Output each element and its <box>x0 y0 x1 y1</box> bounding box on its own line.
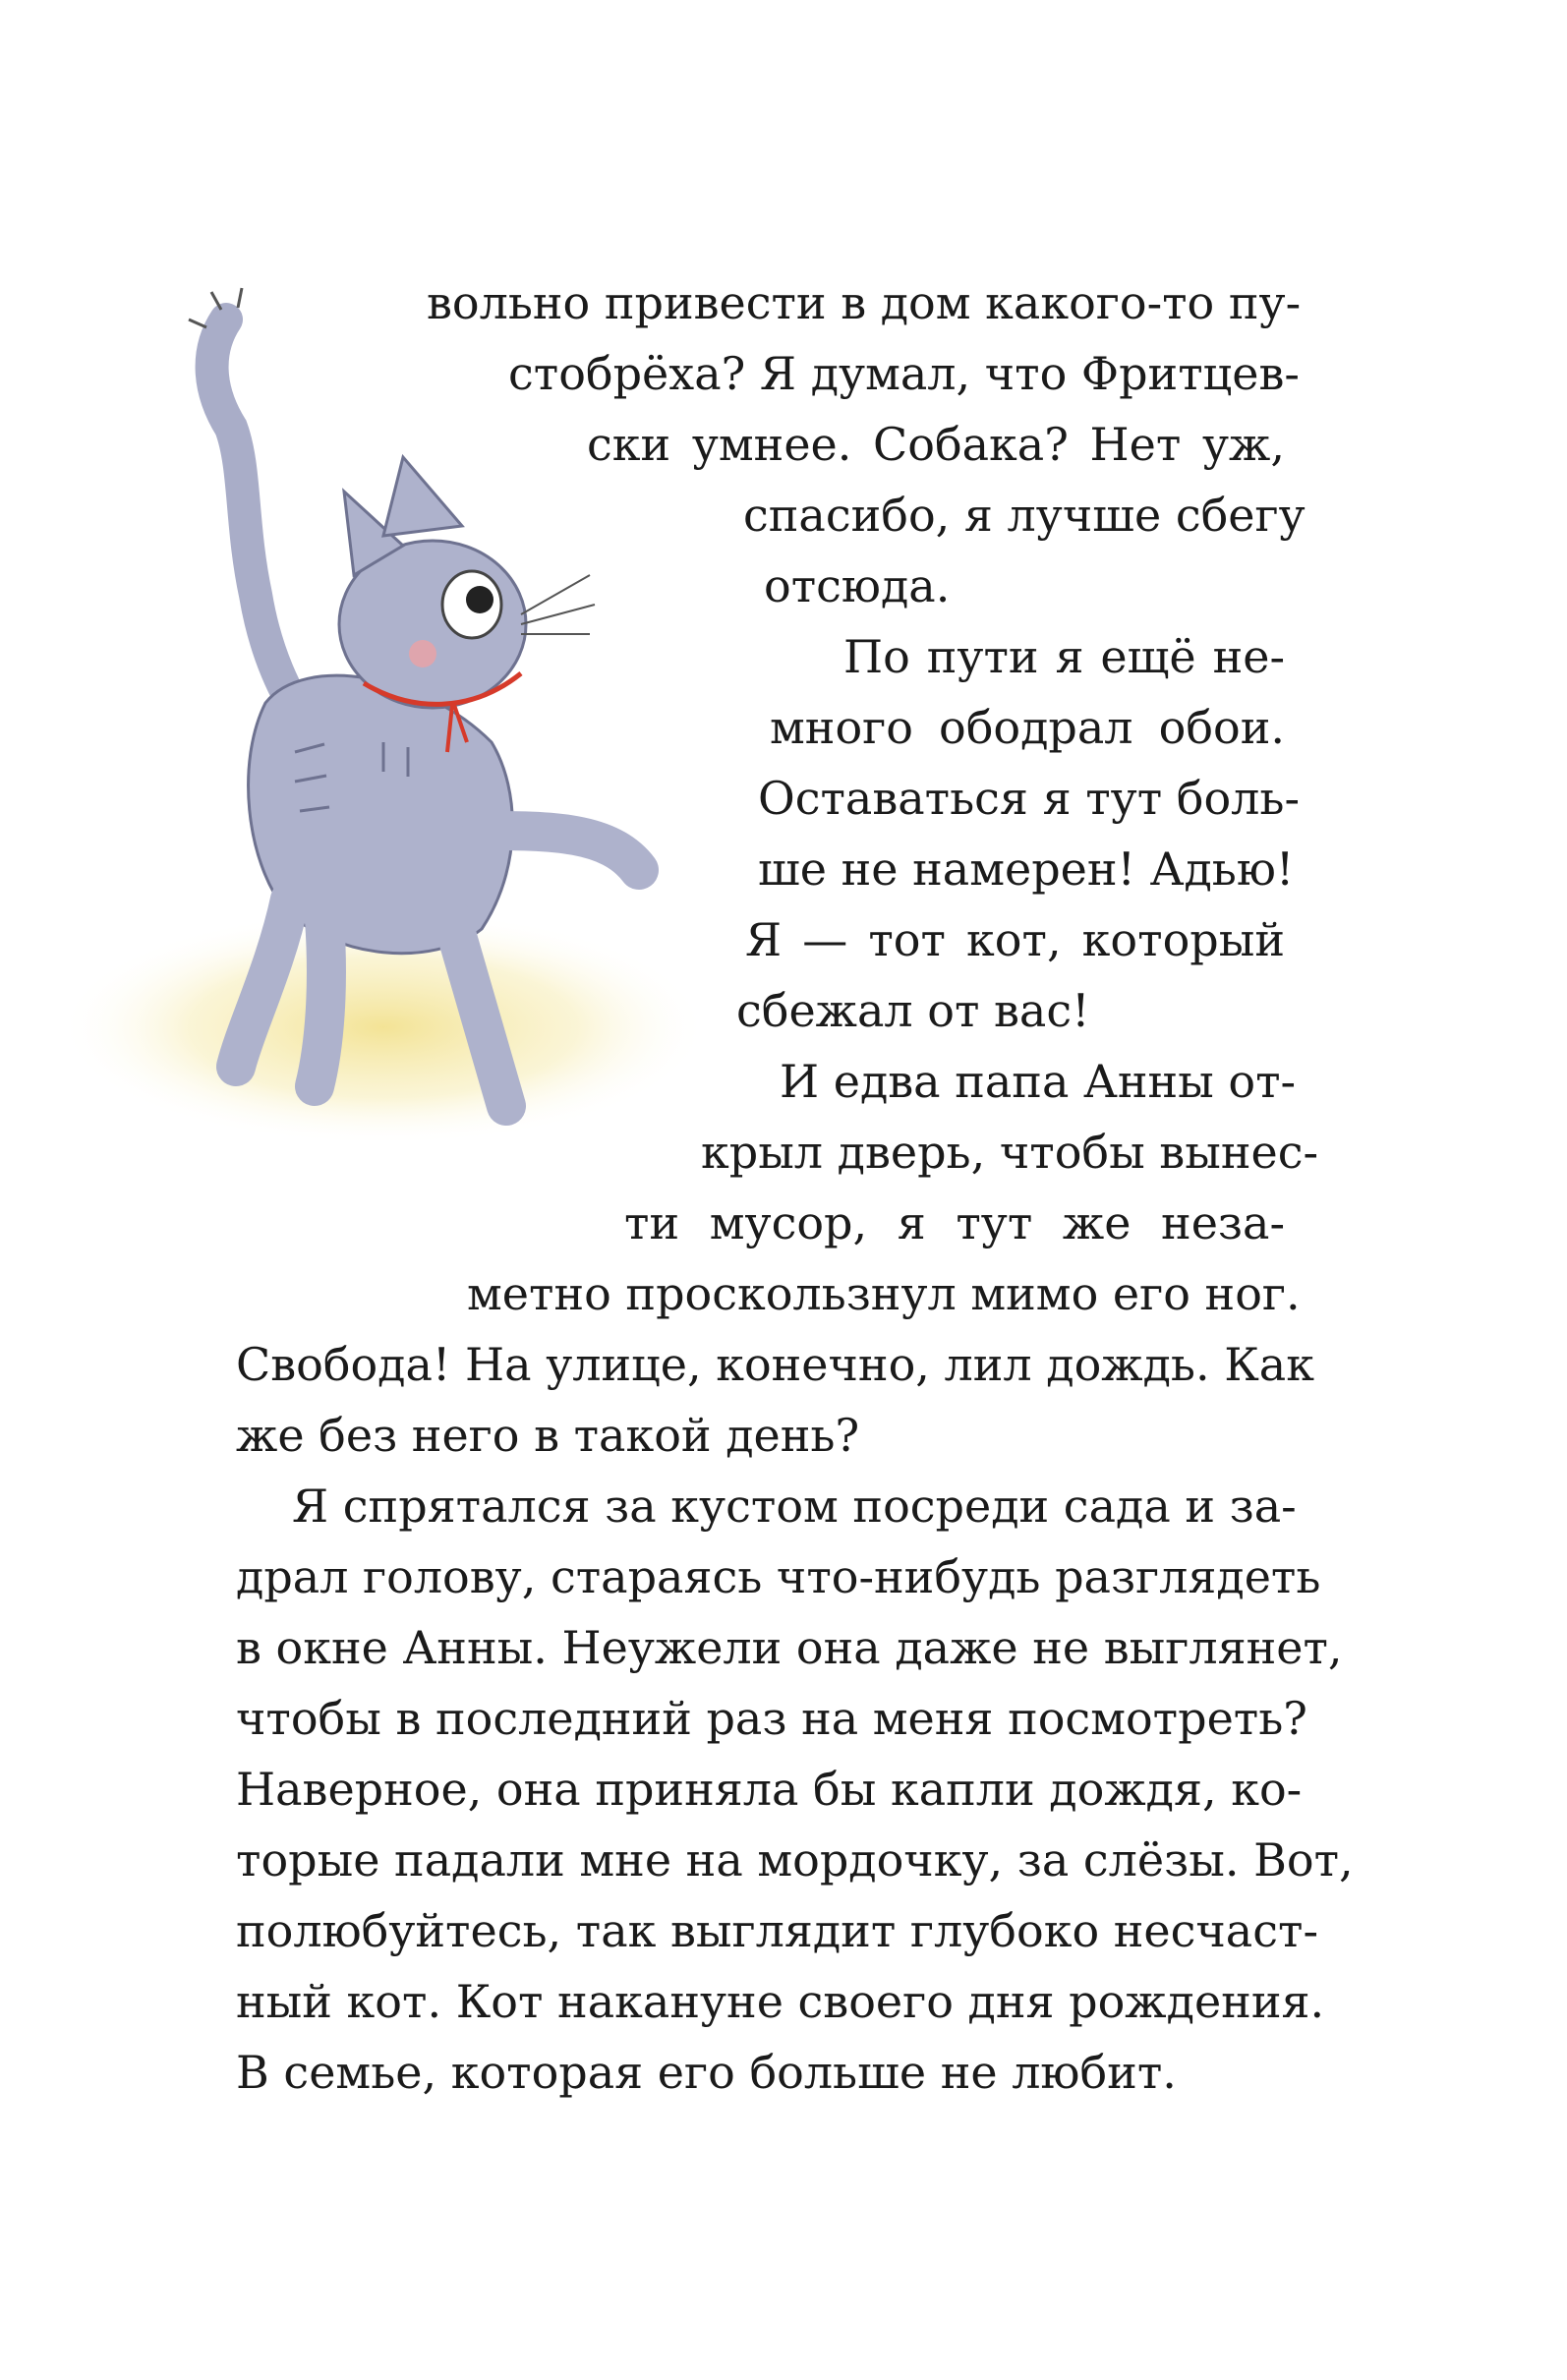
cat-icon <box>59 280 727 1165</box>
text-line: спасибо, я лучше сбегу <box>743 489 1306 542</box>
text-line: ный кот. Кот накануне своего дня рождения. <box>236 1975 1325 2028</box>
text-line: вольно привести в дом какого-то пу- <box>427 276 1302 329</box>
text-line: чтобы в последний раз на меня посмотреть? <box>236 1692 1307 1745</box>
text-line: ти мусор, я тут же неза- <box>624 1196 1285 1249</box>
text-line: крыл дверь, чтобы вынес- <box>701 1126 1319 1179</box>
text-line: много ободрал обои. <box>770 701 1285 754</box>
text-line: Свобода! На улице, конечно, лил дождь. Как <box>236 1338 1314 1391</box>
text-line: В семье, которая его больше не любит. <box>236 2046 1177 2099</box>
text-line: торые падали мне на мордочку, за слёзы. Вот, <box>236 1833 1354 1887</box>
text-line: сбежал от вас! <box>736 984 1090 1037</box>
text-line: в окне Анны. Неужели она даже не выглянет, <box>236 1621 1343 1674</box>
text-line: стобрёха? Я думал, что Фритцев- <box>508 347 1300 400</box>
text-line: драл голову, стараясь что-нибудь разглядеть <box>236 1550 1321 1603</box>
text-line: Наверное, она приняла бы капли дождя, ко- <box>236 1763 1303 1816</box>
text-line: же без него в такой день? <box>236 1409 860 1462</box>
text-line: ше не намерен! Адью! <box>758 842 1295 896</box>
text-line: ски умнее. Собака? Нет уж, <box>587 418 1285 471</box>
text-line: полюбуйтесь, так выглядит глубоко несчаст- <box>236 1904 1318 1957</box>
text-line: Оставаться я тут боль- <box>758 772 1300 825</box>
text-line: По пути я ещё не- <box>843 630 1285 683</box>
text-line: метно проскользнул мимо его ног. <box>467 1267 1301 1320</box>
text-line: И едва папа Анны от- <box>780 1055 1297 1108</box>
text-line: Я спрятался за кустом посреди сада и за- <box>292 1480 1297 1533</box>
text-line: отсюда. <box>764 559 951 612</box>
text-line: Я — тот кот, который <box>745 913 1285 966</box>
